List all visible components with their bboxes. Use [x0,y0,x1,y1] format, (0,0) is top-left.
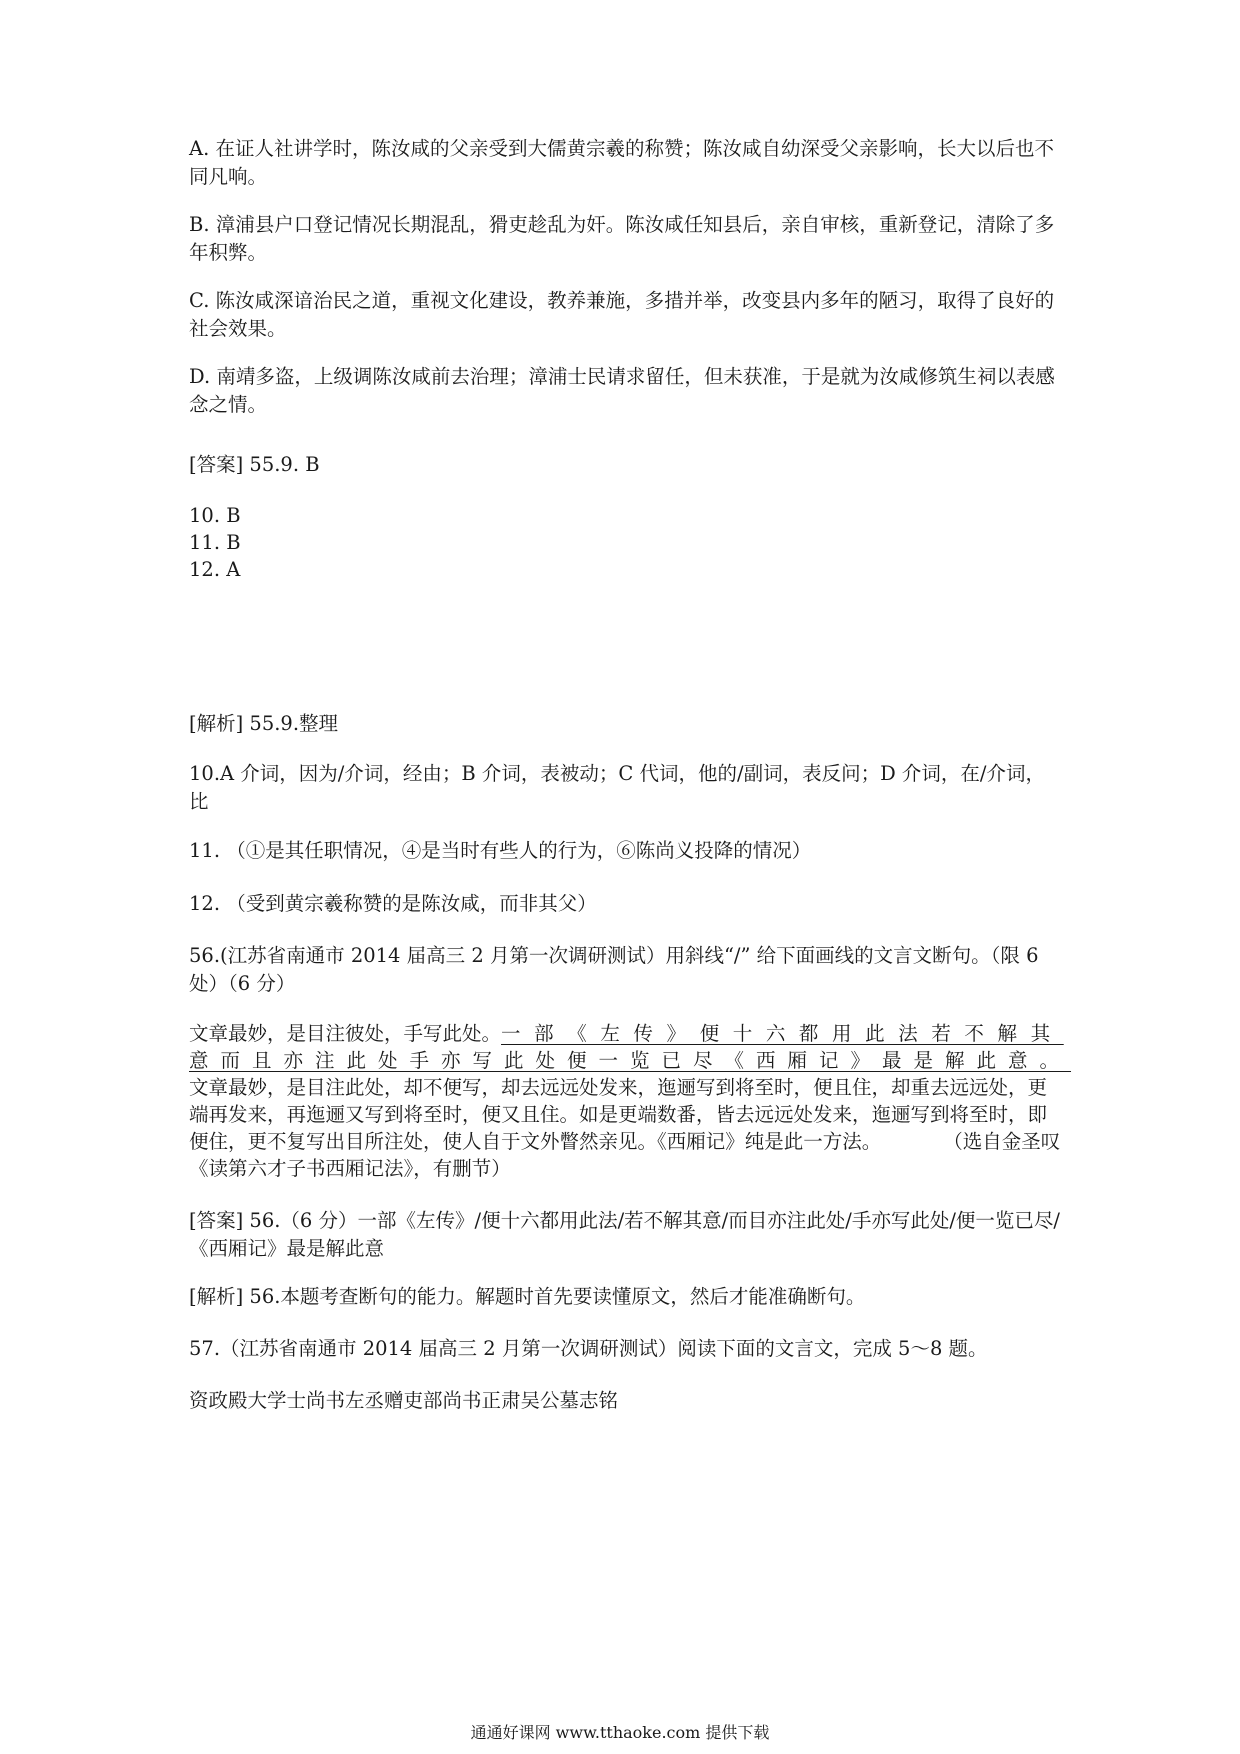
answer-tag: [答案] [189,453,244,476]
underlined-text: 一部《左传》便十六都用此法若不解其 [501,1022,1064,1045]
option-b [189,211,1063,267]
answer-56 [189,1207,1063,1263]
analysis-text: 11. （①是其任职情况，④是当时有些人的行为，⑥陈尚义投降的情况） [189,839,812,862]
analysis-55 [189,710,1063,738]
option-a [189,135,1063,191]
answer-line: 11. B [189,531,241,554]
passage-text: 文章最妙，是目注此处，却不便写，却去远远处发来，迤逦写到将至时，便且住，却重去远远处，更端再发来，再迤逦又写到将至时，便又且住。如是更端数番，皆去远远处发来，迤逦写到将至时，即便住，更不复写出目所注处，使人自于文外瞥然亲见。《西厢记》纯是此一方法。 [189,1076,1048,1153]
analysis-56 [189,1283,1063,1311]
answer-tag: [答案] [189,1209,244,1232]
passage-lead: 文章最妙，是目注彼处，手写此处。 [189,1022,502,1045]
passage-rest [189,1074,1063,1182]
analysis-q10 [189,760,1063,816]
option-text: 南靖多盗，上级调陈汝咸前去治理；漳浦士民请求留任，但未获准，于是就为汝咸修筑生祠以表感念之情。 [189,365,1055,416]
passage-source: （选自金圣叹《读第六才子书西厢记法》，有删节） [189,1130,1061,1180]
question-57-title [189,1387,1063,1415]
analysis-text: 56.本题考查断句的能力。解题时首先要读懂原文，然后才能准确断句。 [249,1285,866,1308]
passage-line-1 [189,1020,1063,1047]
option-label: C. [189,289,210,312]
answer-line: 10. B [189,504,241,527]
analysis-q11 [189,837,1063,865]
question-56-passage [189,1020,1072,1182]
option-text: 漳浦县户口登记情况长期混乱，猾吏趁乱为奸。陈汝咸任知县后，亲自审核，重新登记，清除了多年积弊。 [189,213,1055,264]
answer-55 [189,451,1063,479]
option-label: A. [189,137,210,160]
option-label: B. [189,213,210,236]
analysis-text: 10.A 介词，因为/介词，经由；B 介词，表被动；C 代词，他的/副词，表反问；D 介词，在/介词，比 [189,762,1045,813]
option-d [189,363,1063,419]
question-57-stem [189,1335,1063,1363]
option-label: D. [189,365,211,388]
analysis-text: 55.9.整理 [249,712,339,735]
analysis-q12 [189,890,1063,918]
question-text: 56.(江苏省南通市 2014 届高三 2 月第一次调研测试）用斜线“/” 给下面画线的文言文断句。（限 6 处）（6 分） [189,944,1039,995]
analysis-text: 12. （受到黄宗羲称赞的是陈汝咸，而非其父） [189,892,597,915]
answer-text: 55.9. B [249,453,320,476]
analysis-tag: [解析] [189,1285,244,1308]
answer-line: 12. A [189,558,241,581]
question-text: 57.（江苏省南通市 2014 届高三 2 月第一次调研测试）阅读下面的文言文，完成 5～8 题。 [189,1337,988,1360]
passage-title: 资政殿大学士尚书左丞赠吏部尚书正肃吴公墓志铭 [189,1389,619,1412]
page-footer: 通通好课网 www.tthaoke.com 提供下载 [470,1723,770,1742]
option-text: 在证人社讲学时，陈汝咸的父亲受到大儒黄宗羲的称赞；陈汝咸自幼深受父亲影响，长大以后也不同凡响。 [189,137,1054,188]
answer-55-list [189,502,1063,583]
analysis-tag: [解析] [189,712,244,735]
underlined-text: 意而且亦注此处手亦写此处便一览已尽《西厢记》最是解此意。 [189,1049,1072,1072]
option-text: 陈汝咸深谙治民之道，重视文化建设，教养兼施，多措并举，改变县内多年的陋习，取得了良好的社会效果。 [189,289,1055,340]
passage-line-2 [189,1047,1072,1074]
answer-text: 56.（6 分）一部《左传》/便十六都用此法/若不解其意/而目亦注此处/手亦写此处/便一览已尽/《西厢记》最是解此意 [189,1209,1060,1260]
option-c [189,287,1063,343]
question-56-stem [189,942,1063,998]
